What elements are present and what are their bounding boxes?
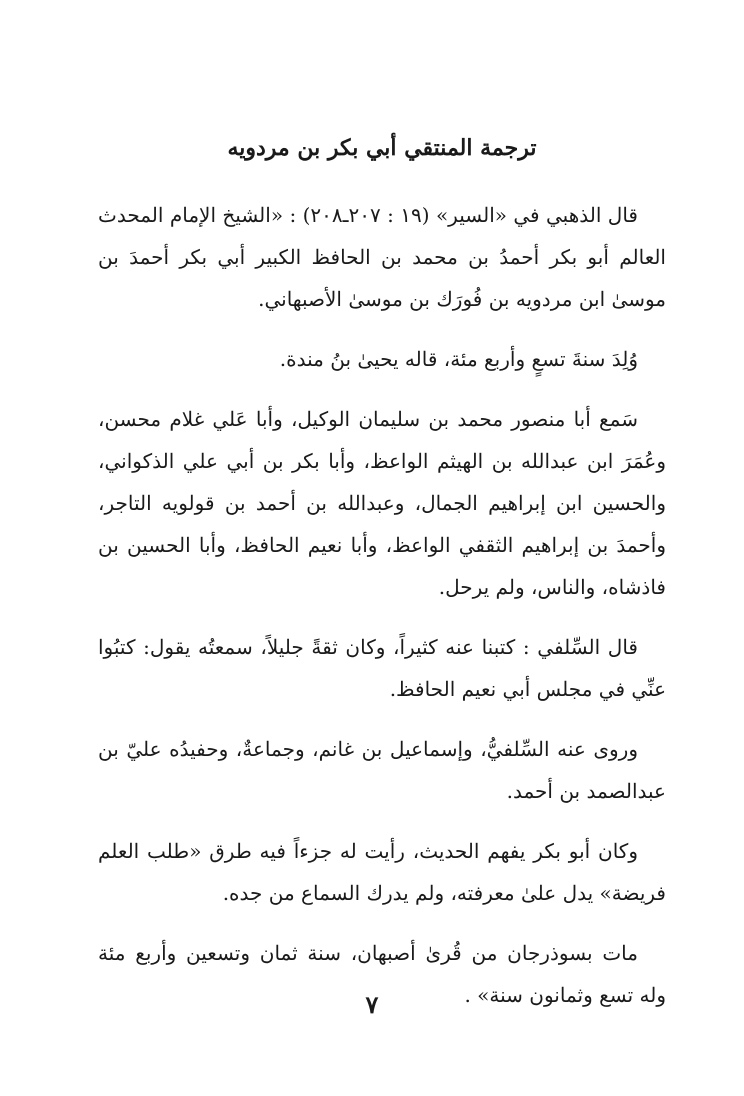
page-body xyxy=(98,128,666,1034)
paragraph-1: قال الذهبي في «السير» (١٩ : ٢٠٧ـ٢٠٨) : «الشيخ الإمام المحدث العالم أبو بكر أحمدُ بن محمد بن الحافظ الكبير أبي بكر أحمدَ بن موسىٰ ابن مردويه بن فُورَك بن موسىٰ الأصبهاني. xyxy=(98,203,666,311)
page-title: ترجمة المنتقي أبي بكر بن مردويه xyxy=(227,135,537,161)
page-number: ٧ xyxy=(365,990,379,1019)
paragraph-2: وُلِدَ سنةَ تسعٍ وأربع مئة، قاله يحيىٰ بنُ مندة. xyxy=(279,347,638,371)
paragraph-7: مات بسوذرجان من قُرىٰ أصبهان، سنة ثمان وتسعين وأربع مئة وله تسع وثمانون سنة» . xyxy=(98,941,666,1007)
paragraph-4: قال السِّلفي : كتبنا عنه كثيراً، وكان ثقةً جليلاً، سمعتُه يقول: كتبُوا عنِّي في مجلس أبي نعيم الحافظ. xyxy=(98,635,666,701)
paragraph-5: وروى عنه السِّلفيُّ، وإسماعيل بن غانم، وجماعةٌ، وحفيدُه عليّ بن عبدالصمد بن أحمد. xyxy=(98,737,666,803)
paragraph-6: وكان أبو بكر يفهم الحديث، رأيت له جزءاً فيه طرق «طلب العلم فريضة» يدل علىٰ معرفته، ولم يدرك السماع من جده. xyxy=(98,839,666,905)
paragraph-3: سَمع أبا منصور محمد بن سليمان الوكيل، وأبا عَلي غلام محسن، وعُمَرَ ابن عبدالله بن الهيثم الواعظ، وأبا بكر بن أبي علي الذكواني، والحسين ابن إبراهيم الجمال، وعبدالله بن أحمد بن قولويه التاجر، وأحمدَ بن إبراهيم الثقفي الواعظ، وأبا نعيم الحافظ، وأبا الحسين بن فاذشاه، والناس، ولم يرحل. xyxy=(98,407,666,599)
